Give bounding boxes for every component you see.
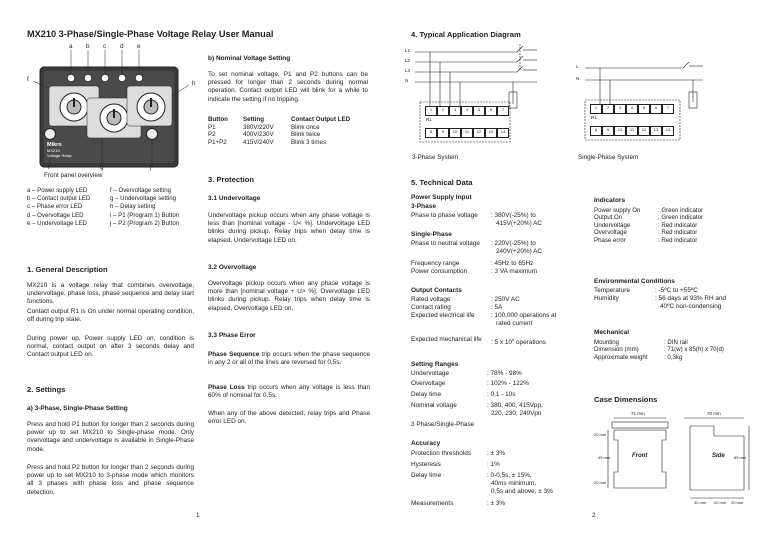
indicators-heading: Indicators: [594, 197, 626, 204]
spec-label: Delay time: [411, 391, 442, 398]
accuracy-heading: Accuracy: [411, 440, 441, 447]
line-label: N: [576, 76, 580, 81]
spec-value: : 5 x $10^6$ operations: [491, 337, 546, 347]
legend-item: f – Overvoltage setting: [110, 187, 171, 194]
undervoltage-heading: 3.1 Undervoltage: [208, 195, 261, 202]
label-g: g: [100, 164, 104, 171]
p2-button-icon: [147, 129, 158, 140]
case-dimensions-diagram: [594, 410, 754, 510]
spec-mode: 3 Phase/Single-Phase: [411, 421, 475, 428]
setting-ranges-heading: Setting Ranges: [411, 361, 459, 368]
dim-label: 45 mm: [598, 455, 611, 460]
tech-heading: 5. Technical Data: [411, 178, 473, 187]
legend-item: e – Undervoltage LED: [27, 219, 87, 227]
general-p3: During power up, Power supply LED on, condition is normal, contact output on after 3 seconds delay and Contact output LED on.: [27, 335, 194, 359]
caption-1phase: Single-Phase System: [578, 154, 639, 161]
single-phase-label: Single-Phase: [411, 231, 452, 238]
nominal-table: [208, 116, 373, 146]
line-label: L: [576, 64, 579, 69]
spec-label: Phase to phase voltage: [411, 212, 478, 219]
label-i: i: [48, 164, 50, 171]
spec-value: : 78% - 98%: [487, 370, 522, 377]
legend-item: d – Overvoltage LED: [27, 211, 84, 219]
spec-value: : 5A: [491, 304, 503, 311]
label-e: e: [137, 43, 141, 50]
spec-value: 240V(+20%) AC: [496, 248, 543, 255]
table-row: P1 380V/220V Blink once: [208, 123, 320, 131]
general-p1: MX210 is a voltage relay that combines overvoltage, undervoltage, phase loss, phase sequence and delay start functions.: [27, 282, 194, 306]
spec-value: : -5ºC to +55ºC: [655, 287, 698, 294]
three-phase-diagram: [405, 44, 550, 154]
table-row: P2 400V/230V Blink twice: [208, 131, 321, 139]
spec-value: 40ms minimum,: [491, 480, 537, 487]
undervoltage-led-icon: [135, 74, 142, 81]
phase-error-heading: 3.3 Phase Error: [208, 332, 256, 339]
panel-model: MX210: [47, 148, 60, 153]
page-title: MX210 3-Phase/Single-Phase Voltage Relay User Manual: [27, 29, 274, 39]
terminal-row-top: 1 2 3 4 5 6 7: [425, 106, 509, 116]
dims-heading: Case Dimensions: [594, 395, 658, 404]
table-row: P1+P2 415V/240V Blink 3 times: [208, 138, 327, 146]
settings-p2: Press and hold P2 button for longer than 2 seconds during power up to set MX210 to 3-phase mode which monitors all 3 phases with phase loss and phase sequence detection.: [27, 464, 194, 496]
phase-loss-text: Phase Loss trip occurs when any voltage is less than 60% of nominal for 0.5s.: [208, 384, 370, 400]
front-label: Front: [632, 453, 648, 459]
spec-value: rated current: [496, 320, 533, 327]
line-label: L2: [405, 58, 411, 63]
settings-p1: Press and hold P1 button for longer than 2 seconds during power up to set MX210 to Single-phase mode. Only overvoltage and undervoltage is available in Single-Phase mode.: [27, 421, 194, 453]
spec-value: : 0,1 - 10s: [487, 391, 516, 398]
spec-label: Contact rating: [411, 304, 451, 311]
indicators-list: Power supply On : Green indicator Output On : Green indicator Undervoltage : Red indicator Overvoltage : Red indicator Phase error : Red indicator: [594, 207, 704, 244]
label-f: f: [27, 76, 29, 83]
label-h: h: [192, 80, 196, 87]
spec-value: : 250V AC: [491, 296, 520, 303]
spec-value: : 220V(-25%) to: [491, 240, 536, 247]
front-panel-diagram: [27, 42, 202, 172]
spec-label: Nominal voltage: [411, 402, 457, 409]
spec-label: Delay time: [411, 472, 442, 479]
phase-error-text: When any of the above detected, relay trips and Phase error LED on.: [208, 410, 370, 426]
page-number-2: 2: [592, 512, 596, 519]
caption-3phase: 3-Phase System: [412, 154, 459, 161]
undervoltage-text: Undervoltage pickup occurs when any phase voltage is less than [nominal voltage - U< %]. Undervoltage LED blinks during pickup. Relay trips when delay time is elapsed, Undervoltage LED on.: [208, 212, 370, 244]
label-c: c: [103, 43, 107, 50]
dim-label: 71 mm: [631, 411, 645, 416]
dim-label: 20 mm: [594, 480, 607, 485]
spec-label: Phase to neutral voltage: [411, 240, 480, 247]
spec-label: Overvoltage: [411, 380, 446, 387]
panel-caption: Front panel overview: [44, 172, 103, 179]
terminal-row-bottom: 8 9 10 11 12 13 14: [590, 126, 674, 136]
spec-value: : 1%: [487, 461, 500, 468]
overvoltage-text: Overvoltage pickup occurs when any phase voltage is more than [nominal voltage + U> %]. Overvoltage LED blinks during pickup. Relay trips when delay time is elapsed, Overvoltage LED on.: [208, 280, 370, 312]
overvoltage-heading: 3.2 Overvoltage: [208, 264, 257, 271]
panel-model-sub: Voltage Relay: [47, 153, 72, 158]
nominal-p1: To set nominal voltage, P1 and P2 buttons can be pressed for longer than 2 seconds during normal operation. Contact output LED will blink for a while to indicate the setting if no tripping.: [208, 71, 368, 103]
line-label: L1: [405, 48, 411, 53]
settings-sub-a: a) 3-Phase, Single-Phase Setting: [27, 405, 128, 412]
side-label: Side: [712, 453, 725, 459]
spec-value: : 100,000 operations at: [491, 312, 557, 319]
spec-value: : 56 days at 93% RH and: [655, 295, 727, 302]
p1-button-icon: [45, 129, 56, 140]
output-heading: Output Contacts: [411, 287, 462, 294]
legend: [27, 187, 202, 228]
spec-value: : 102% - 122%: [487, 380, 529, 387]
nominal-heading: b) Nominal Voltage Setting: [208, 55, 291, 62]
legend-item: j – P2 (Program 2) Button: [110, 219, 180, 227]
terminal-row-top: 1 2 3 4 5 6 7: [590, 104, 674, 114]
label-j: j: [150, 164, 152, 171]
spec-label: Expected electrical life: [411, 312, 475, 319]
spec-label: Power consumption: [411, 268, 468, 275]
phase-sequence-text: Phase Sequence trip occurs when the phase sequence in any 2 or all of the lines are reversed for 0,5s.: [208, 351, 370, 367]
env-heading: Environmental Conditions: [594, 278, 675, 285]
line-label: L3: [405, 68, 411, 73]
brand-logo: Mikro: [47, 142, 62, 148]
page-number-1: 1: [196, 512, 200, 519]
overvoltage-led-icon: [118, 74, 125, 81]
dim-label: 20 mm: [594, 432, 607, 437]
spec-label: Humidity: [594, 295, 619, 302]
dim-label: 30 mm: [694, 500, 707, 505]
spec-label: Measurements: [411, 500, 454, 507]
app-heading: 4. Typical Application Diagram: [411, 30, 521, 39]
contact-led-icon: [84, 74, 91, 81]
dim-label: 85 mm: [734, 455, 747, 460]
spec-value: : 380, 400, 415Vpp,: [487, 402, 543, 409]
spec-label: Undervoltage: [411, 370, 450, 377]
label-b: b: [86, 43, 90, 50]
legend-item: b – Contact output LED: [27, 195, 91, 203]
power-led-icon: [67, 74, 74, 81]
legend-item: c – Phase error LED: [27, 203, 83, 211]
settings-heading: 2. Settings: [27, 385, 66, 394]
label-d: d: [120, 43, 124, 50]
legend-item: h – Delay setting: [110, 203, 156, 211]
spec-label: Frequency range: [411, 260, 460, 267]
r1-label: R1: [426, 117, 432, 122]
line-label: N: [405, 78, 409, 83]
spec-value: : 45Hz to 65Hz: [491, 260, 534, 267]
spec-label: Temperature: [594, 287, 630, 294]
spec-value: 40ºC non-condensing: [660, 303, 722, 310]
spec-value: : 0-0,5s, ± 15%,: [487, 472, 532, 479]
dim-label: 20 mm: [731, 500, 744, 505]
spec-value: : ± 3%: [487, 450, 506, 457]
mech-heading: Mechanical: [594, 329, 630, 336]
mech-list: Mounting : DIN rail Dimension (mm) : 71(w) x 85(h) x 70(d) Approximate weight : 0,3kg: [594, 339, 724, 361]
spec-value: 220, 230, 240Vpn: [491, 410, 542, 417]
legend-item: a – Power supply LED: [27, 187, 88, 194]
spec-label: Rated voltage: [411, 296, 451, 303]
spec-value: : 380V(-25%) to: [491, 212, 536, 219]
spec-value: : ± 3%: [487, 500, 506, 507]
spec-label: Expected mechanical life: [411, 336, 482, 343]
dim-label: 70 mm: [707, 411, 721, 416]
protection-heading: 3. Protection: [208, 175, 254, 184]
general-heading: 1. General Description: [27, 265, 108, 274]
single-phase-diagram: [575, 60, 715, 155]
dim-label: 20 mm: [714, 500, 727, 505]
legend-item: g – Undervoltage setting: [110, 195, 177, 203]
spec-value: 415V(+20%) AC: [496, 220, 543, 227]
terminal-row-bottom: 8 9 10 11 12 13 14: [425, 128, 509, 138]
spec-label: Hysteresis: [411, 461, 441, 468]
power-heading: Power Supply Input: [411, 194, 472, 201]
three-phase-label: 3-Phase: [411, 203, 436, 210]
table-header: Button Setting Contact Output LED: [208, 116, 351, 123]
spec-value: : 3 VA maximum: [491, 268, 538, 275]
label-a: a: [69, 43, 73, 50]
legend-item: i – P1 (Program 1) Button: [110, 211, 180, 219]
spec-label: Protection thresholds: [411, 450, 472, 457]
phase-error-led-icon: [101, 74, 108, 81]
r1-label: R1: [591, 115, 597, 120]
general-p2: Contact output R1 is On under normal operating condition, off during trip state.: [27, 308, 194, 324]
spec-value: 0,5s and above, ± 3%: [491, 488, 553, 495]
